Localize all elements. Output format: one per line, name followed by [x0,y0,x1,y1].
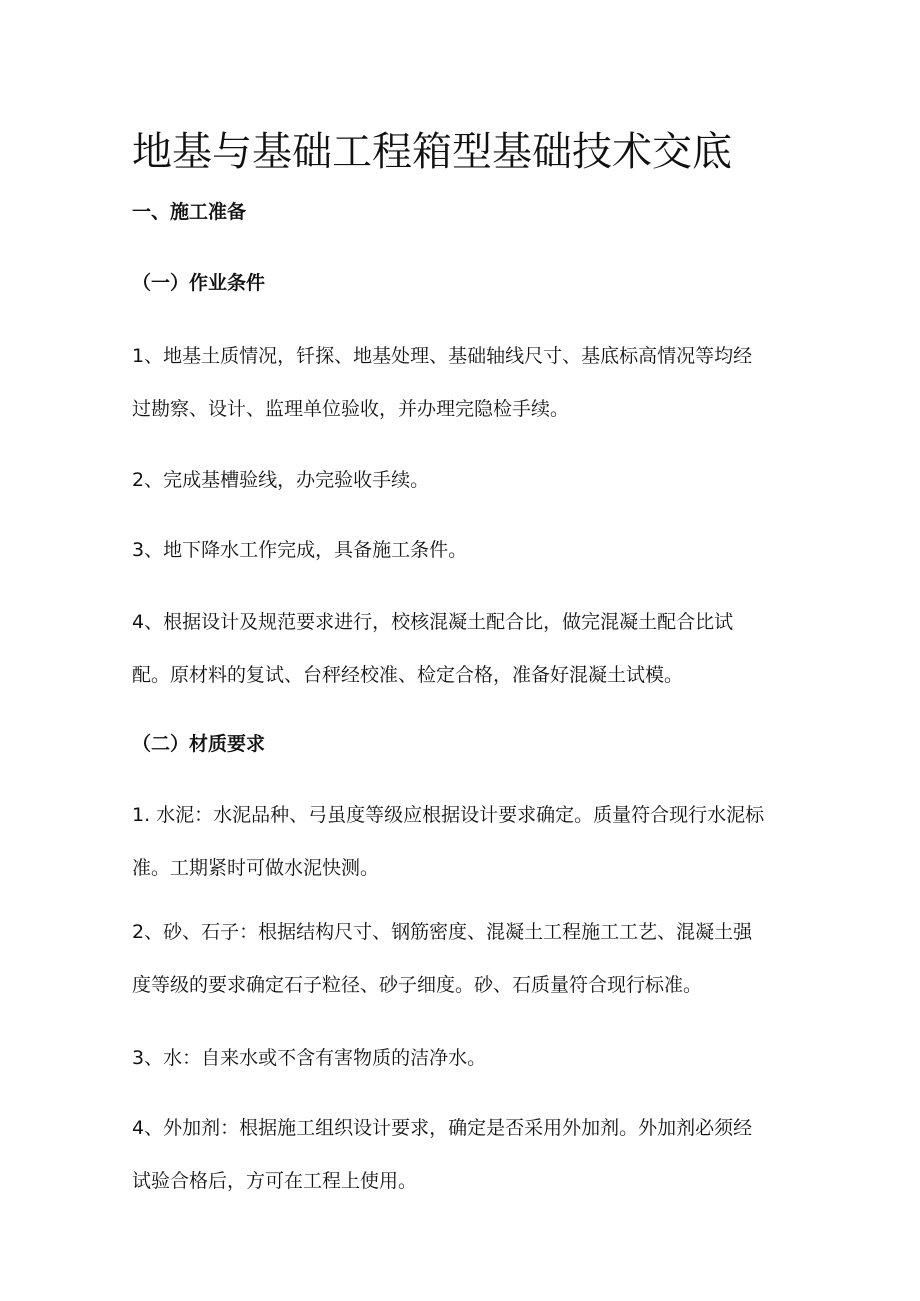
material-item-4 [132,1113,802,1196]
condition-item-4-line-1: 4、根据设计及规范要求进行，校核混凝土配合比，做完混凝土配合比试 [132,611,734,633]
material-item-3 [132,1043,802,1073]
material-item-1-line-2: 准。工期紧时可做水泥快测。 [132,857,380,879]
material-item-1 [132,800,802,883]
condition-item-1 [132,341,802,424]
condition-item-2-line-1: 2、完成基槽验线，办完验收手续。 [132,469,430,491]
section-heading-construction-preparation: 一、施工准备 [132,201,247,223]
condition-item-2 [132,465,802,495]
material-item-3-line-1: 3、水：自来水或不含有害物质的洁净水。 [132,1047,487,1069]
condition-item-4-line-2: 配。原材料的复试、台秤经校准、检定合格，准备好混凝土试模。 [132,664,684,686]
material-item-2-line-1: 2、砂、石子：根据结构尺寸、钢筋密度、混凝土工程施工工艺、混凝土强 [132,921,753,943]
material-item-1-line-1: 1. 水泥：水泥品种、弓虽度等级应根据设计要求确定。质量符合现行水泥标 [132,804,765,826]
material-item-2-line-2: 度等级的要求确定石子粒径、砂子细度。砂、石质量符合现行标准。 [132,974,703,996]
material-item-2 [132,917,802,1000]
document-title: 地基与基础工程箱型基础技术交底 [132,129,732,175]
condition-item-1-line-2: 过勘察、设计、监理单位验收，并办理完隐检手续。 [132,398,570,420]
subsection-heading-working-conditions: （一）作业条件 [132,272,266,294]
condition-item-1-line-1: 1、地基土质情况，钎探、地基处理、基础轴线尺寸、基底标高情况等均经 [132,345,753,367]
condition-item-4 [132,607,802,690]
material-item-4-line-1: 4、外加剂：根据施工组织设计要求，确定是否采用外加剂。外加剂必须经 [132,1117,753,1139]
material-item-4-line-2: 试验合格后，方可在工程上使用。 [132,1170,418,1192]
condition-item-3-line-1: 3、地下降水工作完成，具备施工条件。 [132,539,468,561]
condition-item-3 [132,535,802,565]
subsection-heading-material-requirements: （二）材质要求 [132,733,266,755]
